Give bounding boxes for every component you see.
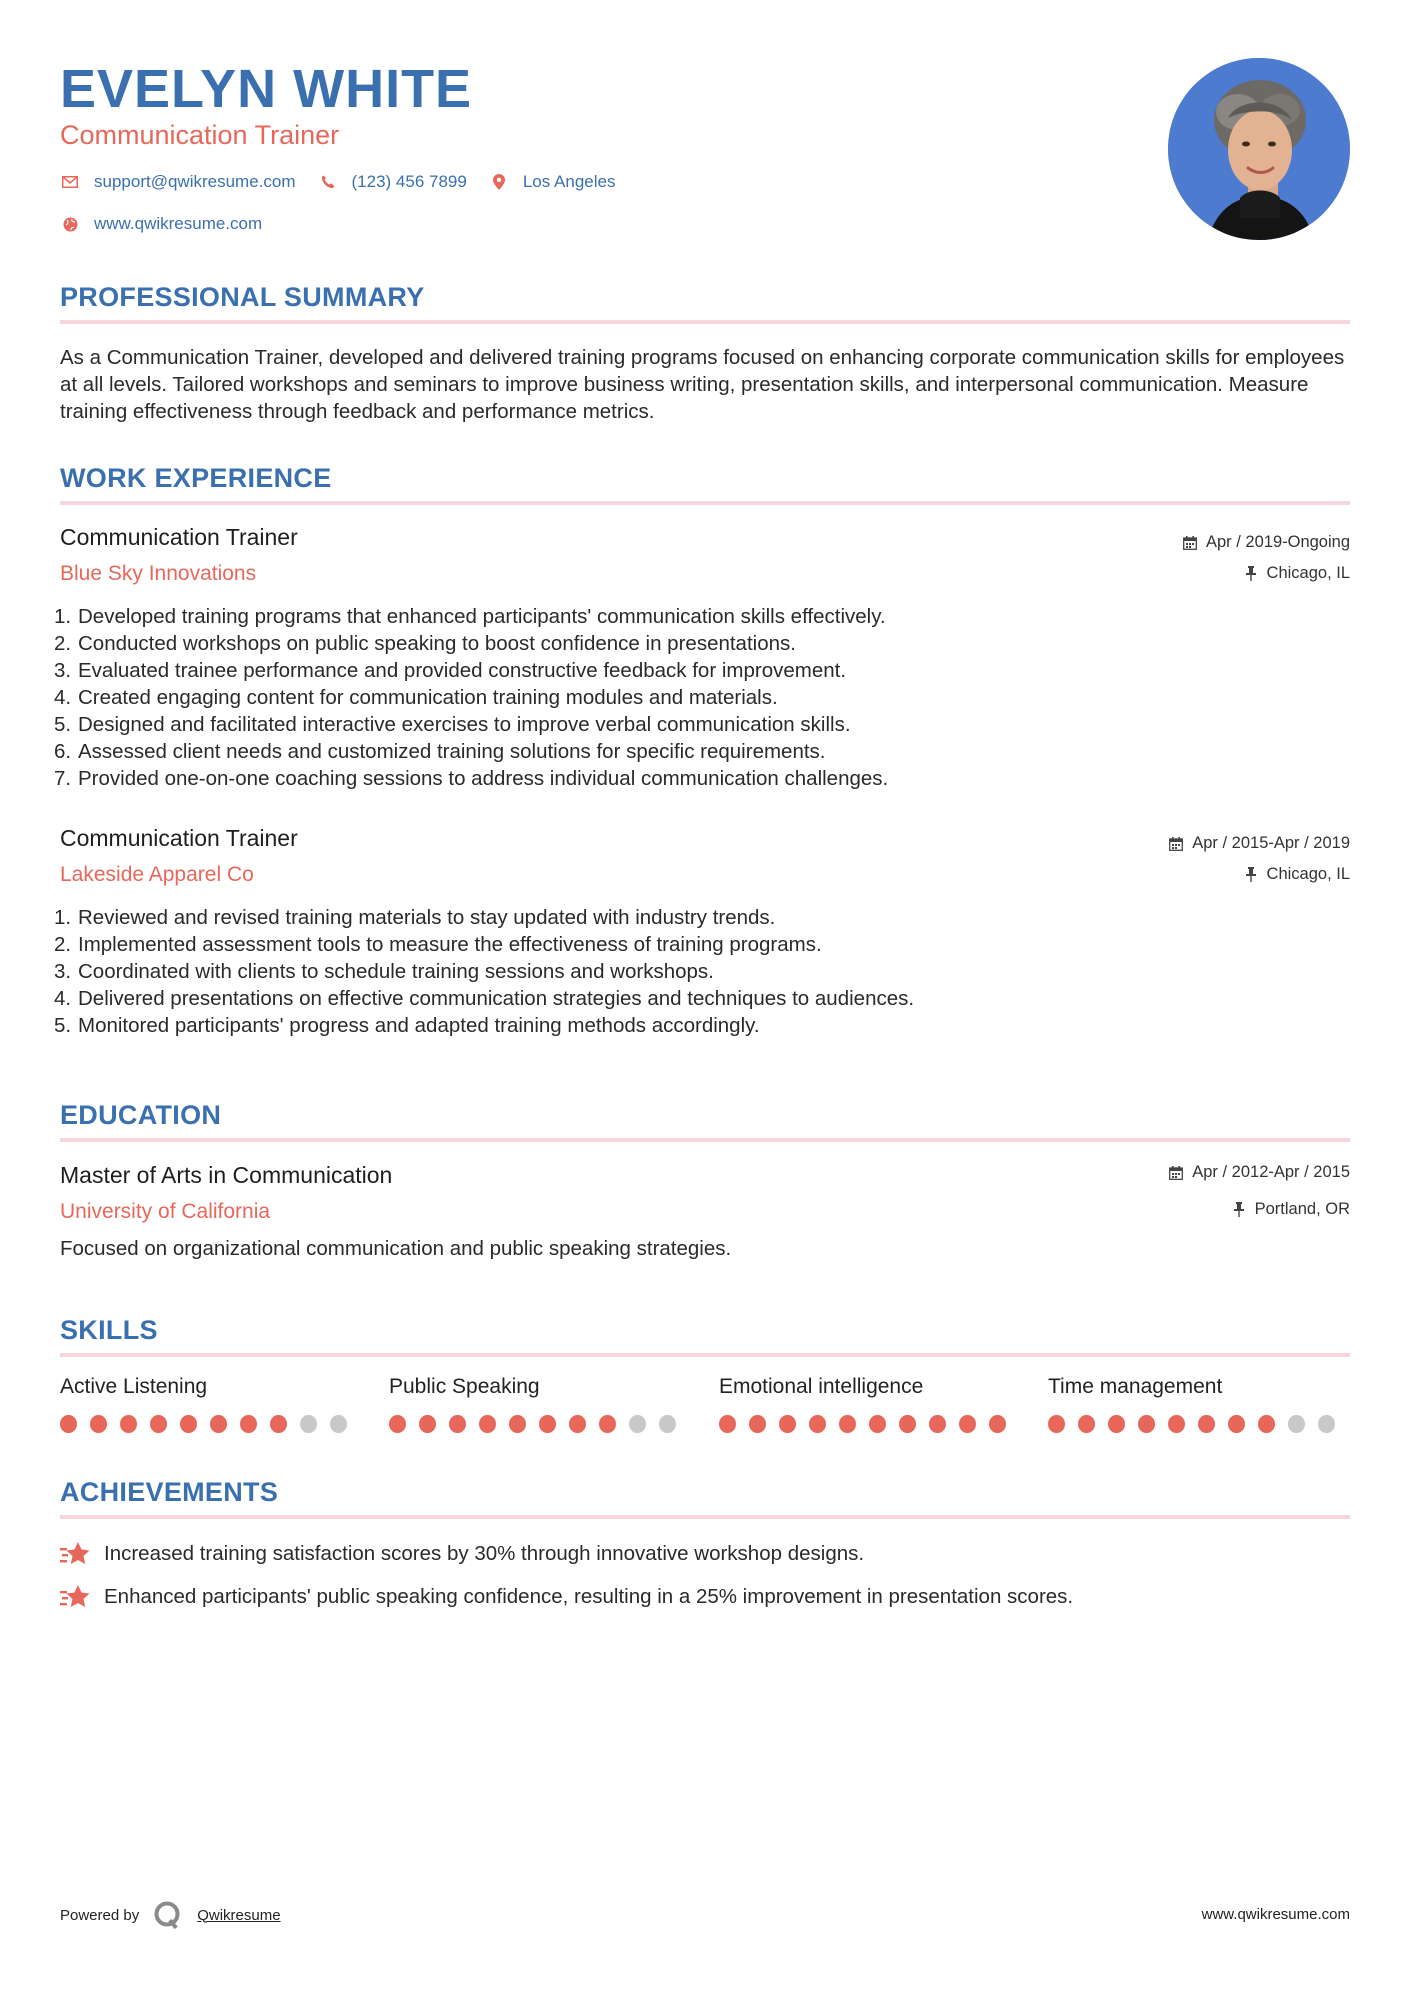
rating-dot-empty <box>659 1415 676 1433</box>
list-item: 5. Designed and facilitated interactive exercises to improve verbal communication skills. <box>54 713 851 736</box>
education-location <box>1231 1200 1350 1219</box>
avatar <box>1168 58 1350 240</box>
list-item: 6. Assessed client needs and customized training solutions for specific requirements. <box>54 740 826 763</box>
rating-dot-filled <box>1108 1415 1125 1433</box>
rating-dot-filled <box>1198 1415 1215 1433</box>
rating-dot-empty <box>330 1415 347 1433</box>
section-divider <box>60 501 1350 505</box>
rating-dot-filled <box>599 1415 616 1433</box>
rating-dot-filled <box>1048 1415 1065 1433</box>
skill-item <box>60 1375 360 1433</box>
rating-dot-filled <box>989 1415 1006 1433</box>
skill-name: Time management <box>1048 1375 1223 1398</box>
list-item: 4. Delivered presentations on effective communication strategies and techniques to audiences. <box>54 987 915 1010</box>
map-pin-icon <box>489 172 509 192</box>
skills-heading: SKILLS <box>60 1315 158 1345</box>
company-name: Lakeside Apparel Co <box>60 863 254 886</box>
rating-dot-filled <box>1138 1415 1155 1433</box>
rating-dot-filled <box>449 1415 466 1433</box>
job-responsibilities <box>54 904 1344 1039</box>
website-text[interactable]: www.qwikresume.com <box>94 214 263 233</box>
skill-rating <box>719 1415 1019 1433</box>
rating-dot-empty <box>1318 1415 1335 1433</box>
job-title: Communication Trainer <box>60 524 298 550</box>
job-dates-text: Apr / 2019-Ongoing <box>1205 533 1350 551</box>
skill-item <box>389 1375 689 1433</box>
list-item: 4. Created engaging content for communication training modules and materials. <box>54 686 778 709</box>
job-dates-text: Apr / 2015-Apr / 2019 <box>1192 834 1350 852</box>
list-item: 1. Reviewed and revised training materials to stay updated with industry trends. <box>54 906 776 929</box>
list-item: 3. Evaluated trainee performance and provided constructive feedback for improvement. <box>54 659 847 682</box>
skill-item <box>1048 1375 1348 1433</box>
rating-dot-filled <box>1258 1415 1275 1433</box>
rating-dot-filled <box>509 1415 526 1433</box>
candidate-role: Communication Trainer <box>60 120 340 150</box>
job-location <box>1243 865 1350 884</box>
rating-dot-filled <box>839 1415 856 1433</box>
achievement-item <box>60 1538 864 1570</box>
job-title: Communication Trainer <box>60 825 298 851</box>
job-location <box>1243 564 1350 583</box>
skill-item <box>719 1375 1019 1433</box>
footer-website[interactable]: www.qwikresume.com <box>1201 1906 1350 1923</box>
education-description: Focused on organizational communication and public speaking strategies. <box>60 1237 732 1260</box>
list-item: 1. Developed training programs that enhanced participants' communication skills effectively. <box>54 605 886 628</box>
education-heading: EDUCATION <box>60 1100 222 1130</box>
phone-contact[interactable] <box>318 172 467 192</box>
rating-dot-filled <box>1228 1415 1245 1433</box>
company-name: Blue Sky Innovations <box>60 562 257 585</box>
pushpin-icon <box>1243 566 1259 582</box>
phone-icon <box>318 172 338 192</box>
list-item: 3. Coordinated with clients to schedule training sessions and workshops. <box>54 960 714 983</box>
achievement-item <box>60 1581 1073 1613</box>
job-location-text: Chicago, IL <box>1266 564 1350 582</box>
rating-dot-empty <box>1288 1415 1305 1433</box>
candidate-name: EVELYN WHITE <box>60 59 473 119</box>
achievement-text: Enhanced participants' public speaking confidence, resulting in a 25% improvement in presentation scores. <box>104 1585 1074 1608</box>
powered-by-label: Powered by <box>60 1906 140 1924</box>
rating-dot-empty <box>300 1415 317 1433</box>
section-divider <box>60 320 1350 324</box>
school-name: University of California <box>60 1200 271 1223</box>
skill-name: Public Speaking <box>389 1375 540 1398</box>
list-item: 2. Implemented assessment tools to measure the effectiveness of training programs. <box>54 933 822 956</box>
footer-powered-by <box>60 1900 281 1930</box>
rating-dot-filled <box>869 1415 886 1433</box>
achievements-heading: ACHIEVEMENTS <box>60 1477 279 1507</box>
website-row <box>60 214 284 234</box>
rating-dot-filled <box>719 1415 736 1433</box>
rating-dot-filled <box>1078 1415 1095 1433</box>
list-item: 7. Provided one-on-one coaching sessions to address individual communication challenges. <box>54 767 889 790</box>
rating-dot-filled <box>180 1415 197 1433</box>
rating-dot-filled <box>929 1415 946 1433</box>
education-dates <box>1168 1163 1350 1182</box>
location-contact <box>489 172 616 192</box>
location-text: Los Angeles <box>522 172 616 191</box>
qwikresume-logo-icon <box>153 1900 183 1930</box>
calendar-icon <box>1168 836 1184 852</box>
globe-icon <box>60 214 80 234</box>
email-text[interactable]: support@qwikresume.com <box>94 172 296 191</box>
rating-dot-filled <box>419 1415 436 1433</box>
job-responsibilities <box>54 603 1344 792</box>
rating-dot-filled <box>60 1415 77 1433</box>
website-contact[interactable] <box>60 214 262 234</box>
profile-photo <box>1168 58 1350 240</box>
brand-link[interactable]: Qwikresume <box>197 1906 281 1924</box>
rating-dot-filled <box>210 1415 227 1433</box>
contact-row <box>60 172 637 192</box>
skill-rating <box>1048 1415 1348 1433</box>
rating-dot-filled <box>779 1415 796 1433</box>
rating-dot-empty <box>629 1415 646 1433</box>
pushpin-icon <box>1231 1202 1247 1218</box>
skill-name: Active Listening <box>60 1375 208 1398</box>
section-divider <box>60 1515 1350 1519</box>
rating-dot-filled <box>240 1415 257 1433</box>
rating-dot-filled <box>569 1415 586 1433</box>
skill-rating <box>60 1415 360 1433</box>
degree-title: Master of Arts in Communication <box>60 1162 393 1188</box>
pushpin-icon <box>1243 867 1259 883</box>
section-divider <box>60 1353 1350 1357</box>
rating-dot-filled <box>959 1415 976 1433</box>
job-dates <box>1182 533 1350 552</box>
experience-heading: WORK EXPERIENCE <box>60 463 332 493</box>
job-dates <box>1168 834 1350 853</box>
section-divider <box>60 1138 1350 1142</box>
rating-dot-filled <box>809 1415 826 1433</box>
calendar-icon <box>1168 1165 1184 1181</box>
summary-heading: PROFESSIONAL SUMMARY <box>60 282 425 312</box>
rating-dot-filled <box>899 1415 916 1433</box>
skill-rating <box>389 1415 689 1433</box>
email-contact[interactable] <box>60 172 296 192</box>
rating-dot-filled <box>389 1415 406 1433</box>
rating-dot-filled <box>1168 1415 1185 1433</box>
list-item: 5. Monitored participants' progress and adapted training methods accordingly. <box>54 1014 760 1037</box>
phone-text[interactable]: (123) 456 7899 <box>351 172 467 191</box>
star-icon <box>60 1581 92 1613</box>
summary-text: As a Communication Trainer, developed and delivered training programs focused on enhancing corporate communication skills for employees at all levels. Tailored workshops and seminars to improve business writing, presentation skills, and interpersonal communication. Measure training effectiveness through feedback and performance metrics. <box>60 346 1345 423</box>
rating-dot-filled <box>270 1415 287 1433</box>
rating-dot-filled <box>539 1415 556 1433</box>
rating-dot-filled <box>120 1415 137 1433</box>
envelope-icon <box>60 172 80 192</box>
rating-dot-filled <box>479 1415 496 1433</box>
education-location-text: Portland, OR <box>1254 1200 1350 1218</box>
rating-dot-filled <box>90 1415 107 1433</box>
calendar-icon <box>1182 535 1198 551</box>
job-location-text: Chicago, IL <box>1266 865 1350 883</box>
education-dates-text: Apr / 2012-Apr / 2015 <box>1192 1163 1350 1181</box>
list-item: 2. Conducted workshops on public speaking to boost confidence in presentations. <box>54 632 796 655</box>
skill-name: Emotional intelligence <box>719 1375 924 1398</box>
achievement-text: Increased training satisfaction scores by 30% through innovative workshop designs. <box>104 1542 865 1565</box>
star-icon <box>60 1538 92 1570</box>
rating-dot-filled <box>749 1415 766 1433</box>
rating-dot-filled <box>150 1415 167 1433</box>
